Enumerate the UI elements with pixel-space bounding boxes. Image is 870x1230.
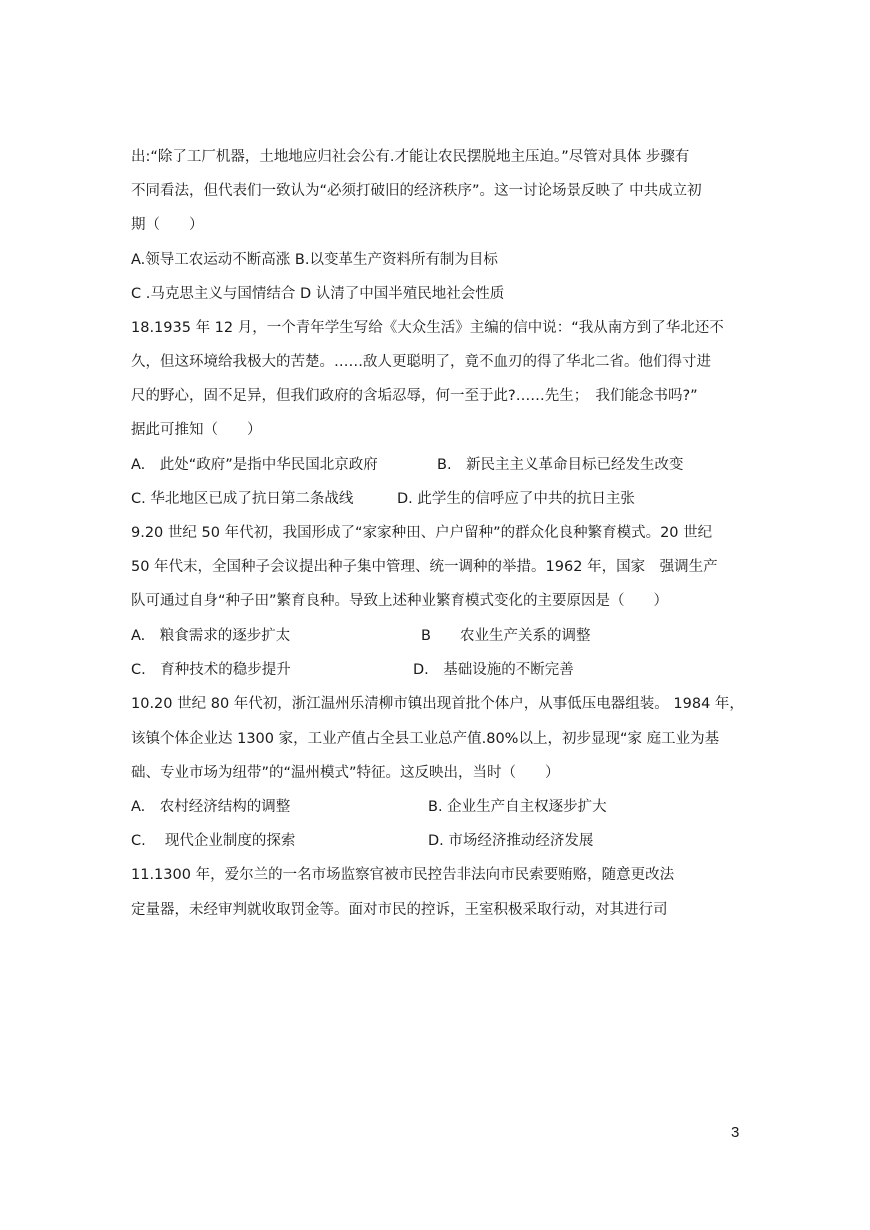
option-c: C. 育种技术的稳步提升	[131, 662, 291, 678]
question-11-line: 定量器，未经审判就收取罚金等。面对市民的控诉，王室积极采取行动，对其进行司	[131, 902, 668, 918]
text-line: 出:“除了工厂机器，土地地应归社会公有.才能让农民摆脱地主压迫。”尽管对具体 步骤有	[131, 149, 690, 165]
text-line: 不同看法，但代表们一致认为“必须打破旧的经济秩序”。这一讨论场景反映了 中共成立初	[131, 183, 702, 199]
option-b: B. 企业生产自主权逐步扩大	[428, 799, 607, 815]
option-d: D. 此学生的信呼应了中共的抗日主张	[397, 491, 635, 507]
option-a: A. 农村经济结构的调整	[131, 799, 291, 815]
question-9-line: 队可通过自身“种子田”繁育良种。导致上述种业繁育模式变化的主要原因是（ ）	[131, 593, 669, 609]
option-c: C. 华北地区已成了抗日第二条战线	[131, 491, 354, 507]
question-18-line: 据此可推知（ ）	[131, 422, 262, 438]
option-a: A. 此处“政府”是指中华民国北京政府	[131, 457, 378, 473]
question-18-line: 18.1935 年 12 月，一个青年学生写给《大众生活》主编的信中说：“我从南方到了华北还不	[131, 320, 724, 336]
question-10-line: 该镇个体企业达 1300 家，工业产值占全县工业总产值.80%以上，初步显现“家 庭工业为基	[131, 731, 720, 747]
option-a: A. 粮食需求的逐步扩太	[131, 628, 291, 644]
question-9-line: 9.20 世纪 50 年代初，我国形成了“家家种田、户户留种”的群众化良种繁育模式。20 世纪	[131, 525, 713, 541]
option-c: C. 现代企业制度的探索	[131, 833, 296, 849]
question-18-line: 久，但这环境给我极大的苦楚。……敌人更聪明了，竟不血刃的得了华北二省。他们得寸进	[131, 354, 711, 370]
question-10-line: 10.20 世纪 80 年代初，浙江温州乐清柳市镇出现首批个体户，从事低压电器组装。 1984 年，	[131, 696, 744, 712]
option-d: D. 基础设施的不断完善	[413, 662, 574, 678]
question-9-line: 50 年代末，全国种子会议提出种子集中管理、统一调种的举措。1962 年，国家 强调生产	[131, 559, 718, 575]
option-b: B. 新民主主义革命目标已经发生改变	[437, 457, 684, 473]
option-b: B 农业生产关系的调整	[421, 628, 591, 644]
question-10-line: 础、专业市场为纽带”的“温州模式”特征。这反映出，当时（ ）	[131, 765, 560, 781]
question-18-line: 尺的野心，固不足异，但我们政府的含垢忍辱，何一至于此?……先生； 我们能念书吗?”	[131, 388, 698, 404]
text-line: 期（ ）	[131, 217, 204, 233]
option-d: D. 市场经济推动经济发展	[428, 833, 594, 849]
question-11-line: 11.1300 年，爱尔兰的一名市场监察官被市民控告非法向市民索要贿赂，随意更改法	[131, 867, 675, 883]
text-line: C .马克思主义与国情结合 D 认清了中国半殖民地社会性质	[131, 286, 505, 302]
page-number: 3	[731, 1124, 740, 1141]
text-line: A.领导工农运动不断高涨 B.以变革生产资料所有制为目标	[131, 252, 498, 268]
